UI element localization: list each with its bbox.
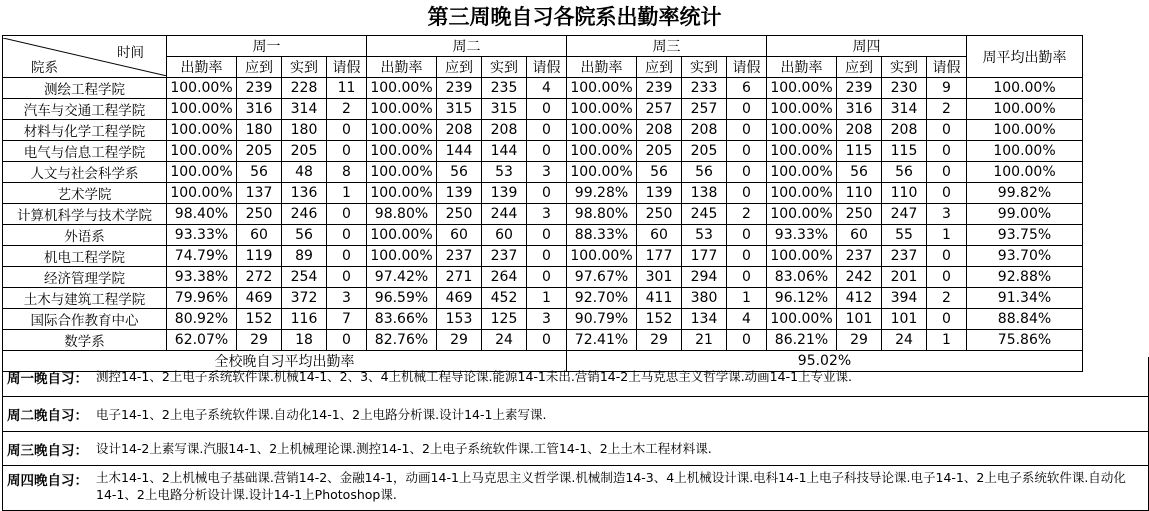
present-cell: 53 [482,162,527,183]
leave-cell: 0 [527,183,567,204]
subcol-header: 出勤率 [167,57,237,78]
expected-cell: 271 [437,267,482,288]
rate-cell: 74.79% [167,246,237,267]
attendance-table [2,35,1083,372]
expected-cell: 316 [237,99,282,120]
rate-cell: 100.00% [167,78,237,99]
expected-cell: 56 [437,162,482,183]
subcol-header: 应到 [437,57,482,78]
expected-cell: 180 [237,120,282,141]
rate-cell: 100.00% [567,99,637,120]
leave-cell: 9 [927,78,967,99]
expected-cell: 242 [837,267,882,288]
present-cell: 264 [482,267,527,288]
note-label: 周三晚自习： [7,442,88,459]
rate-cell: 97.67% [567,267,637,288]
expected-cell: 301 [637,267,682,288]
present-cell: 452 [482,288,527,309]
leave-cell: 8 [327,162,367,183]
rate-cell: 100.00% [767,204,837,225]
leave-cell: 1 [327,183,367,204]
present-cell: 235 [482,78,527,99]
rate-cell: 100.00% [767,78,837,99]
present-cell: 24 [882,330,927,351]
rate-cell: 98.40% [167,204,237,225]
expected-cell: 239 [837,78,882,99]
rate-cell: 100.00% [767,120,837,141]
present-cell: 315 [482,99,527,120]
header-row-days [3,36,1083,57]
rate-cell: 100.00% [367,78,437,99]
expected-cell: 239 [237,78,282,99]
subcol-header: 实到 [882,57,927,78]
leave-cell: 0 [527,267,567,288]
leave-cell: 0 [727,99,767,120]
rate-cell: 98.80% [567,204,637,225]
leave-cell: 0 [527,330,567,351]
rate-cell: 100.00% [767,183,837,204]
note-text: 设计14-2上素写课.汽服14-1、2上机械理论课.测控14-1、2上电子系统软件课.工管14-1、2上土木工程材料课. [96,441,712,456]
note-label: 周一晚自习： [7,370,88,387]
expected-cell: 56 [637,162,682,183]
notes-section [2,357,1149,511]
leave-cell: 6 [727,78,767,99]
leave-cell: 1 [927,225,967,246]
corner-college-label: 院系 [31,59,58,76]
expected-cell: 60 [837,225,882,246]
leave-cell: 2 [927,288,967,309]
rate-cell: 88.33% [567,225,637,246]
present-cell: 144 [482,141,527,162]
present-cell: 53 [682,225,727,246]
present-cell: 56 [682,162,727,183]
leave-cell: 0 [927,246,967,267]
note-tuesday [3,397,1148,432]
table-row [3,162,1083,183]
rate-cell: 83.66% [367,309,437,330]
leave-cell: 0 [927,141,967,162]
expected-cell: 237 [437,246,482,267]
expected-cell: 60 [437,225,482,246]
leave-cell: 1 [927,330,967,351]
expected-cell: 315 [437,99,482,120]
college-name: 土木与建筑工程学院 [3,288,167,309]
leave-cell: 3 [927,204,967,225]
day-header-thu: 周四 [767,36,967,57]
leave-cell: 0 [727,267,767,288]
expected-cell: 29 [237,330,282,351]
leave-cell: 7 [327,309,367,330]
expected-cell: 29 [437,330,482,351]
week-average-cell: 93.75% [967,225,1083,246]
rate-cell: 100.00% [767,99,837,120]
rate-cell: 100.00% [167,183,237,204]
rate-cell: 79.96% [167,288,237,309]
subcol-header: 出勤率 [367,57,437,78]
subcol-header: 实到 [482,57,527,78]
rate-cell: 100.00% [367,99,437,120]
note-thursday [3,466,1148,510]
leave-cell: 3 [527,162,567,183]
school-average-label: 全校晚自习平均出勤率 [3,351,567,372]
expected-cell: 257 [637,99,682,120]
expected-cell: 60 [237,225,282,246]
table-row [3,183,1083,204]
college-name: 电气与信息工程学院 [3,141,167,162]
expected-cell: 205 [237,141,282,162]
college-name: 测绘工程学院 [3,78,167,99]
expected-cell: 469 [437,288,482,309]
rate-cell: 100.00% [367,120,437,141]
expected-cell: 29 [837,330,882,351]
rate-cell: 80.92% [167,309,237,330]
table-row [3,288,1083,309]
leave-cell: 0 [327,120,367,141]
leave-cell: 0 [527,246,567,267]
present-cell: 208 [682,120,727,141]
leave-cell: 0 [727,246,767,267]
day-header-tue: 周二 [367,36,567,57]
table-row [3,204,1083,225]
present-cell: 180 [282,120,327,141]
week-average-cell: 100.00% [967,78,1083,99]
rate-cell: 86.21% [767,330,837,351]
subcol-header: 请假 [927,57,967,78]
present-cell: 177 [682,246,727,267]
table-row [3,141,1083,162]
present-cell: 294 [682,267,727,288]
expected-cell: 119 [237,246,282,267]
expected-cell: 205 [637,141,682,162]
present-cell: 314 [882,99,927,120]
present-cell: 134 [682,309,727,330]
rate-cell: 100.00% [767,246,837,267]
expected-cell: 250 [437,204,482,225]
present-cell: 257 [682,99,727,120]
rate-cell: 100.00% [167,141,237,162]
present-cell: 18 [282,330,327,351]
present-cell: 394 [882,288,927,309]
leave-cell: 4 [527,78,567,99]
rate-cell: 93.38% [167,267,237,288]
college-name: 机电工程学院 [3,246,167,267]
present-cell: 372 [282,288,327,309]
college-name: 经济管理学院 [3,267,167,288]
present-cell: 208 [482,120,527,141]
leave-cell: 0 [927,309,967,330]
leave-cell: 0 [927,162,967,183]
expected-cell: 137 [237,183,282,204]
rate-cell: 100.00% [367,162,437,183]
expected-cell: 239 [437,78,482,99]
table-row [3,309,1083,330]
leave-cell: 1 [727,288,767,309]
expected-cell: 250 [837,204,882,225]
expected-cell: 177 [637,246,682,267]
rate-cell: 90.79% [567,309,637,330]
leave-cell: 0 [327,141,367,162]
rate-cell: 100.00% [567,120,637,141]
rate-cell: 62.07% [167,330,237,351]
corner-header [3,36,167,78]
leave-cell: 0 [327,225,367,246]
expected-cell: 29 [637,330,682,351]
expected-cell: 208 [637,120,682,141]
rate-cell: 100.00% [367,246,437,267]
present-cell: 245 [682,204,727,225]
present-cell: 116 [282,309,327,330]
present-cell: 244 [482,204,527,225]
present-cell: 246 [282,204,327,225]
note-label: 周二晚自习： [7,408,88,424]
rate-cell: 83.06% [767,267,837,288]
week-average-header: 周平均出勤率 [967,36,1083,78]
present-cell: 205 [682,141,727,162]
week-average-cell: 99.00% [967,204,1083,225]
leave-cell: 4 [727,309,767,330]
leave-cell: 3 [327,288,367,309]
leave-cell: 0 [727,120,767,141]
leave-cell: 1 [527,288,567,309]
rate-cell: 99.28% [567,183,637,204]
present-cell: 230 [882,78,927,99]
expected-cell: 239 [637,78,682,99]
rate-cell: 93.33% [767,225,837,246]
expected-cell: 110 [837,183,882,204]
week-average-cell: 93.70% [967,246,1083,267]
week-average-cell: 88.84% [967,309,1083,330]
present-cell: 237 [882,246,927,267]
rate-cell: 100.00% [167,99,237,120]
present-cell: 208 [882,120,927,141]
week-average-cell: 99.82% [967,183,1083,204]
leave-cell: 0 [727,162,767,183]
rate-cell: 100.00% [767,309,837,330]
rate-cell: 96.12% [767,288,837,309]
week-average-cell: 100.00% [967,141,1083,162]
week-average-cell: 91.34% [967,288,1083,309]
table-row [3,267,1083,288]
present-cell: 24 [482,330,527,351]
note-text: 测控14-1、2上电子系统软件课.机械14-1、2、3、4上机械工程导论课.能源14-1未出.营销14-2上马克思主义哲学课.动画14-1上专业课. [96,369,853,384]
week-average-cell: 100.00% [967,99,1083,120]
present-cell: 55 [882,225,927,246]
expected-cell: 152 [237,309,282,330]
rate-cell: 98.80% [367,204,437,225]
rate-cell: 100.00% [567,141,637,162]
table-row [3,99,1083,120]
expected-cell: 469 [237,288,282,309]
leave-cell: 2 [327,99,367,120]
day-header-mon: 周一 [167,36,367,57]
rate-cell: 100.00% [167,120,237,141]
present-cell: 60 [482,225,527,246]
expected-cell: 144 [437,141,482,162]
note-wednesday [3,432,1148,466]
expected-cell: 101 [837,309,882,330]
leave-cell: 0 [927,120,967,141]
present-cell: 136 [282,183,327,204]
college-name: 计算机科学与技术学院 [3,204,167,225]
expected-cell: 60 [637,225,682,246]
present-cell: 21 [682,330,727,351]
week-average-cell: 92.88% [967,267,1083,288]
expected-cell: 152 [637,309,682,330]
subcol-header: 应到 [237,57,282,78]
leave-cell: 2 [927,99,967,120]
expected-cell: 237 [837,246,882,267]
table-row [3,120,1083,141]
leave-cell: 0 [527,141,567,162]
note-monday [3,357,1148,397]
subcol-header: 应到 [637,57,682,78]
rate-cell: 93.33% [167,225,237,246]
expected-cell: 412 [837,288,882,309]
college-name: 人文与社会科学系 [3,162,167,183]
leave-cell: 0 [727,141,767,162]
leave-cell: 3 [527,204,567,225]
present-cell: 56 [882,162,927,183]
present-cell: 139 [482,183,527,204]
subcol-header: 请假 [727,57,767,78]
present-cell: 237 [482,246,527,267]
leave-cell: 0 [727,330,767,351]
week-average-cell: 100.00% [967,120,1083,141]
expected-cell: 272 [237,267,282,288]
note-text: 电子14-1、2上电子系统软件课.自动化14-1、2上电路分析课.设计14-1上素写课. [96,406,547,422]
expected-cell: 411 [637,288,682,309]
expected-cell: 153 [437,309,482,330]
present-cell: 138 [682,183,727,204]
table-row [3,246,1083,267]
note-text: 土木14-1、2上机械电子基础课.营销14-2、金融14-1，动画14-1上马克思主义哲学课.机械制造14-3、4上机械设计课.电科14-1上电子科技导论课.电子14-1、2上电子系统软件课.自动化14-1、2上电路分析设计课.设计14-1上Photoshop课. [96,470,1126,502]
leave-cell: 0 [927,267,967,288]
present-cell: 233 [682,78,727,99]
leave-cell: 0 [727,183,767,204]
leave-cell: 0 [727,225,767,246]
rate-cell: 100.00% [367,183,437,204]
subcol-header: 实到 [682,57,727,78]
rate-cell: 100.00% [367,225,437,246]
present-cell: 89 [282,246,327,267]
college-name: 艺术学院 [3,183,167,204]
college-name: 汽车与交通工程学院 [3,99,167,120]
present-cell: 228 [282,78,327,99]
present-cell: 380 [682,288,727,309]
subcol-header: 出勤率 [567,57,637,78]
rate-cell: 100.00% [567,162,637,183]
rate-cell: 100.00% [567,78,637,99]
subcol-header: 实到 [282,57,327,78]
table-row [3,225,1083,246]
week-average-cell: 75.86% [967,330,1083,351]
rate-cell: 100.00% [167,162,237,183]
expected-cell: 139 [637,183,682,204]
expected-cell: 139 [437,183,482,204]
expected-cell: 56 [237,162,282,183]
college-name: 外语系 [3,225,167,246]
page-title: 第三周晚自习各院系出勤率统计 [427,4,722,29]
table-row [3,330,1083,351]
college-name: 数学系 [3,330,167,351]
table-row [3,78,1083,99]
present-cell: 125 [482,309,527,330]
present-cell: 101 [882,309,927,330]
rate-cell: 72.41% [567,330,637,351]
leave-cell: 11 [327,78,367,99]
expected-cell: 208 [837,120,882,141]
rate-cell: 82.76% [367,330,437,351]
leave-cell: 3 [527,309,567,330]
present-cell: 110 [882,183,927,204]
expected-cell: 115 [837,141,882,162]
subcol-header: 应到 [837,57,882,78]
note-label: 周四晚自习： [7,473,88,489]
present-cell: 314 [282,99,327,120]
subcol-header: 请假 [527,57,567,78]
present-cell: 247 [882,204,927,225]
rate-cell: 100.00% [367,141,437,162]
school-average-value: 95.02% [567,351,1083,372]
leave-cell: 0 [327,246,367,267]
rate-cell: 100.00% [567,246,637,267]
leave-cell: 0 [327,204,367,225]
expected-cell: 208 [437,120,482,141]
week-average-cell: 100.00% [967,162,1083,183]
day-header-wed: 周三 [567,36,767,57]
present-cell: 254 [282,267,327,288]
college-name: 国际合作教育中心 [3,309,167,330]
leave-cell: 0 [327,267,367,288]
rate-cell: 96.59% [367,288,437,309]
leave-cell: 0 [527,99,567,120]
expected-cell: 56 [837,162,882,183]
rate-cell: 92.70% [567,288,637,309]
corner-time-label: 时间 [117,44,144,61]
present-cell: 201 [882,267,927,288]
rate-cell: 100.00% [767,141,837,162]
present-cell: 56 [282,225,327,246]
subcol-header: 出勤率 [767,57,837,78]
present-cell: 205 [282,141,327,162]
leave-cell: 0 [327,330,367,351]
subcol-header: 请假 [327,57,367,78]
leave-cell: 0 [927,183,967,204]
expected-cell: 250 [637,204,682,225]
college-name: 材料与化学工程学院 [3,120,167,141]
leave-cell: 0 [527,120,567,141]
present-cell: 115 [882,141,927,162]
rate-cell: 97.42% [367,267,437,288]
leave-cell: 0 [527,225,567,246]
expected-cell: 316 [837,99,882,120]
rate-cell: 100.00% [767,162,837,183]
expected-cell: 250 [237,204,282,225]
present-cell: 48 [282,162,327,183]
leave-cell: 2 [727,204,767,225]
